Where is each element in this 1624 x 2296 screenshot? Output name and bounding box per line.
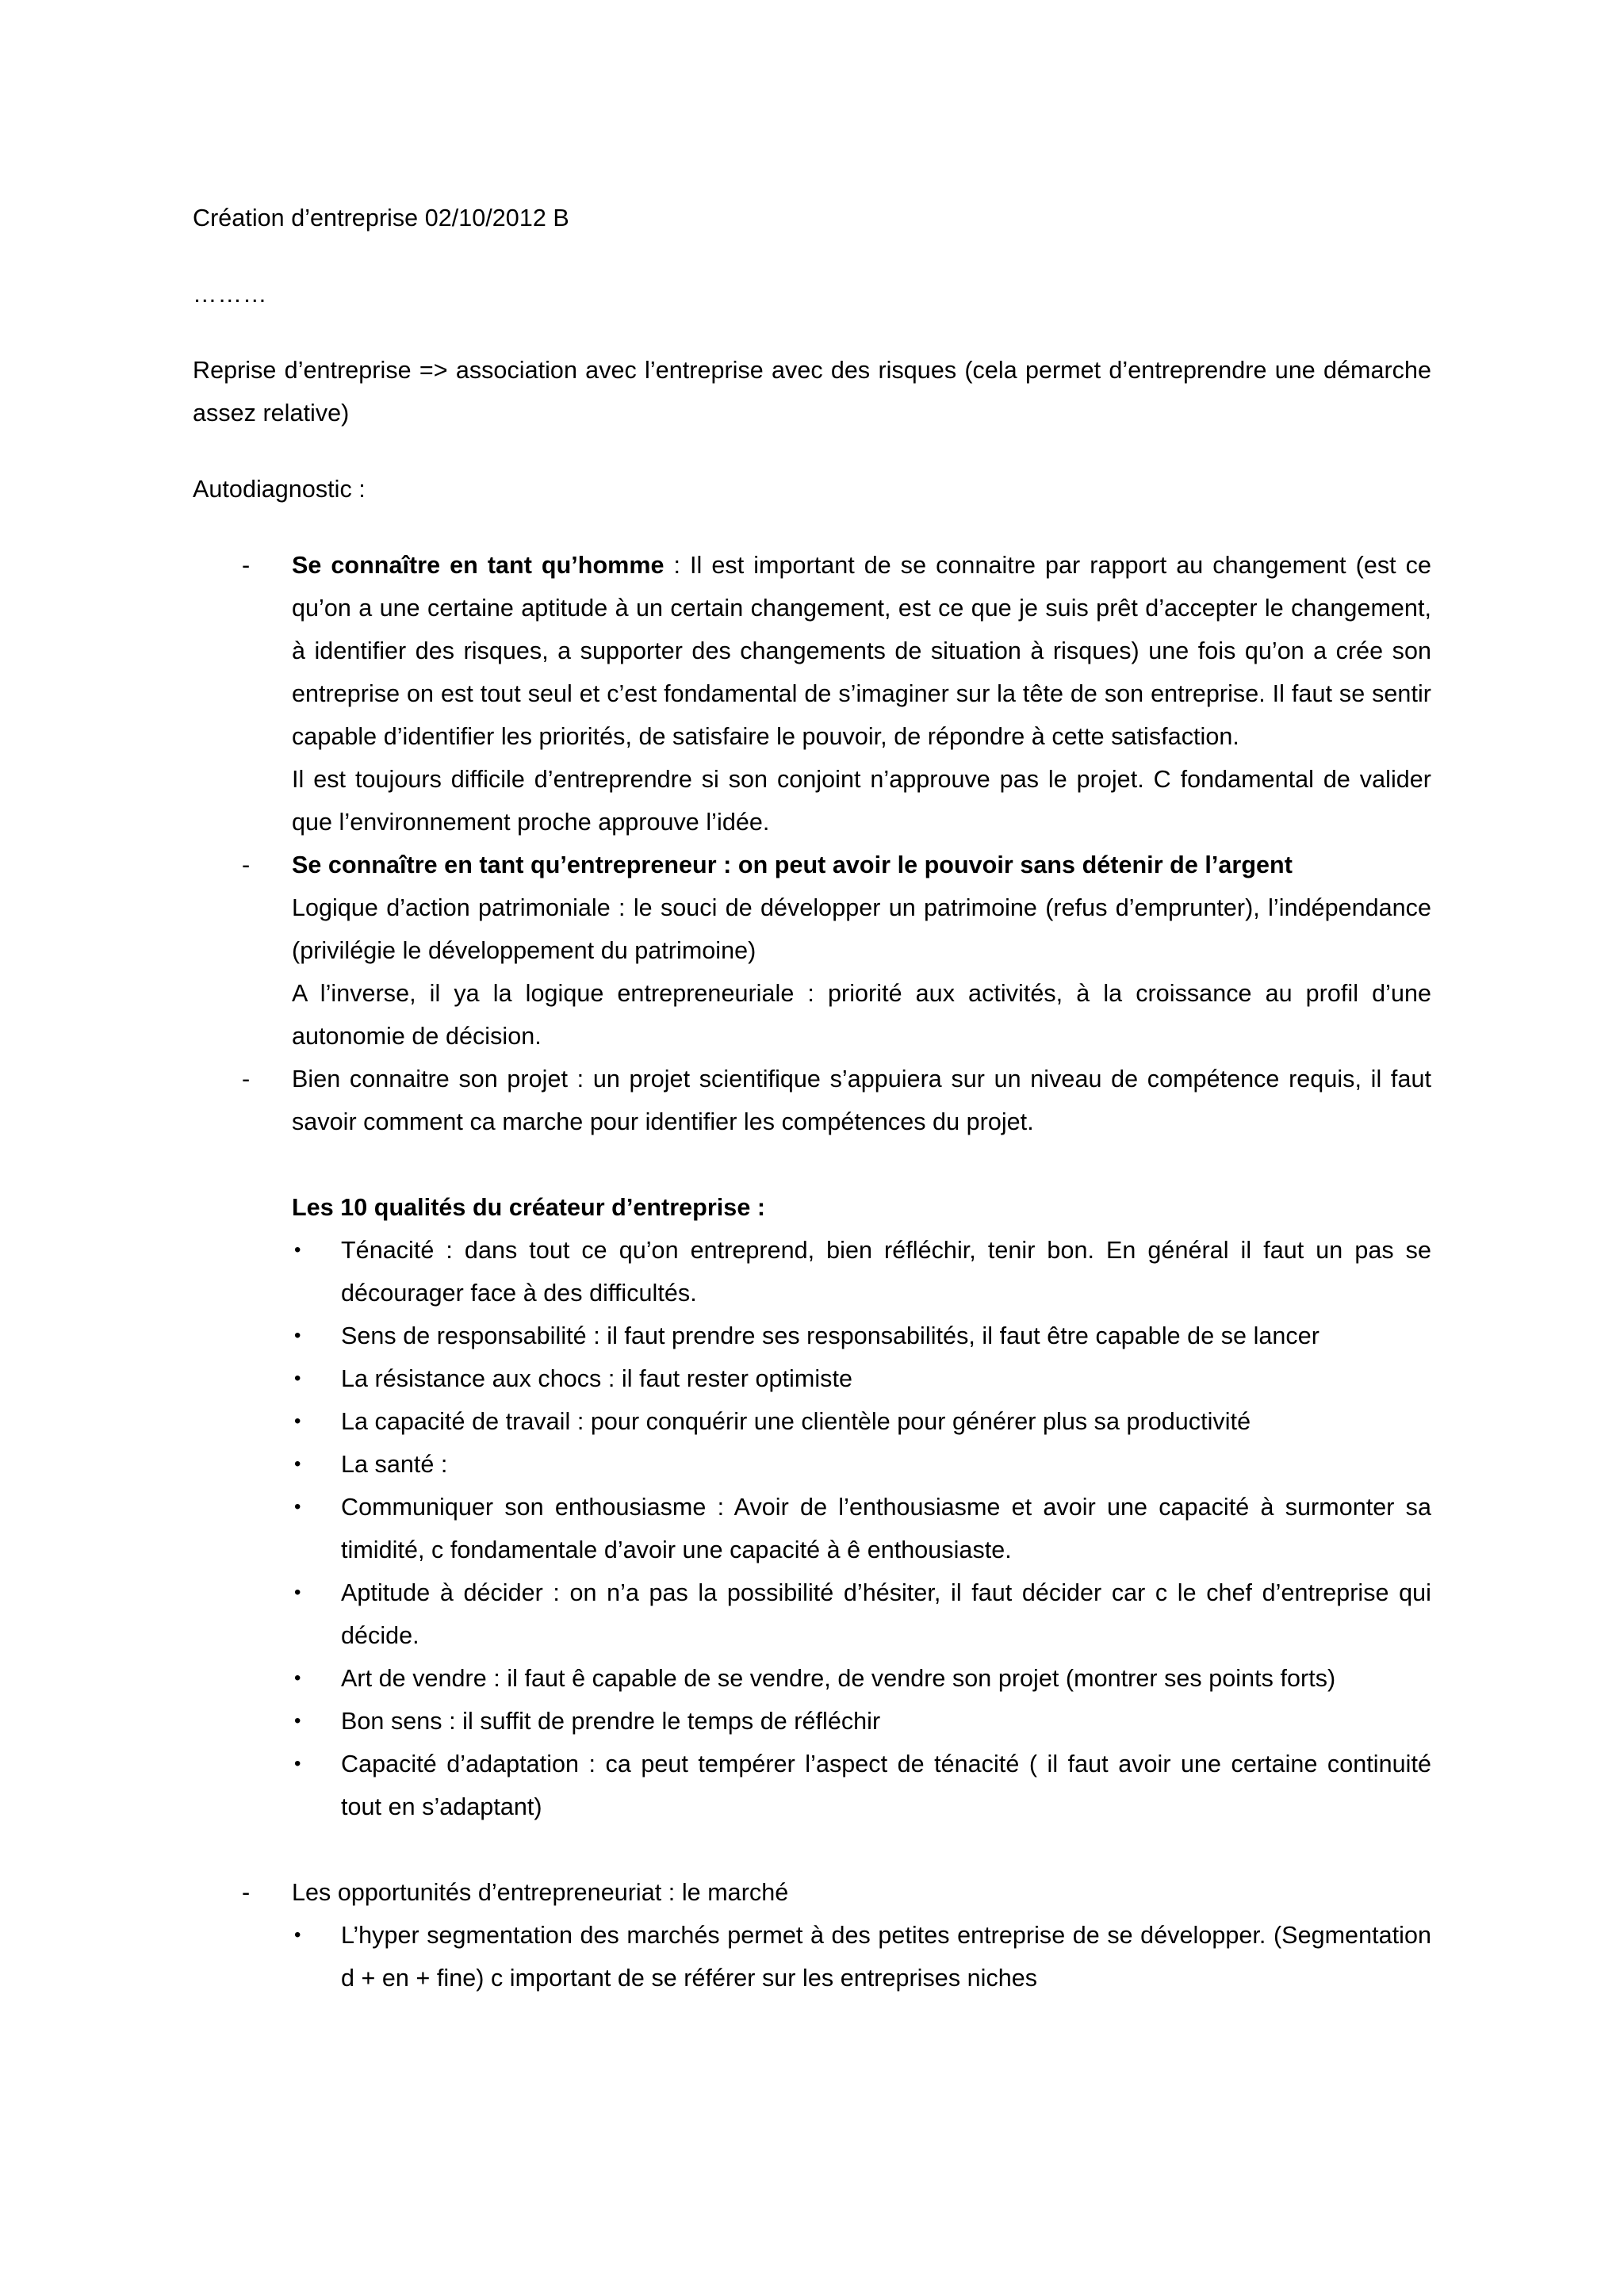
blank-line-spacer [193,1143,1431,1186]
bullet-marker: • [294,1924,301,1946]
list-item [193,1657,1431,1700]
list-item-text: Capacité d’adaptation : ca peut tempérer l’aspect de ténacité ( il faut avoir une certaine continuité tout en s’adaptant) [341,1751,1431,1820]
list-item [193,1058,1431,1143]
list-item-bold-lead: Se connaître en tant qu’homme [292,552,665,579]
qualities-list [193,1229,1431,1828]
bullet-marker: • [294,1753,301,1774]
list-item [193,1314,1431,1357]
list-item [193,1700,1431,1743]
bullet-marker: • [294,1496,301,1517]
opportunities-list [193,1871,1431,1914]
bullet-marker: • [294,1710,301,1732]
bullet-marker: • [294,1239,301,1261]
list-item-text: Art de vendre : il faut ê capable de se vendre, de vendre son projet (montrer ses points forts) [341,1665,1336,1692]
list-item-text: Aptitude à décider : on n’a pas la possibilité d’hésiter, il faut décider car c le chef d’entreprise qui décide. [341,1579,1431,1649]
bullet-marker: • [294,1410,301,1432]
dash-marker: - [242,1879,251,1906]
bullet-marker: • [294,1582,301,1603]
list-item-text: Communiquer son enthousiasme : Avoir de l’enthousiasme et avoir une capacité à surmonter sa timidité, c fondamentale d’avoir une capacité à ê enthousiaste. [341,1494,1431,1563]
bullet-marker: • [294,1667,301,1689]
autodiagnostic-list [193,544,1431,1143]
ellipsis-line: ……… [193,281,268,308]
dash-marker: - [242,1066,251,1093]
blank-line-spacer [193,1828,1431,1871]
list-item [193,1400,1431,1443]
list-item [193,1229,1431,1314]
list-item-extra-line: Logique d’action patrimoniale : le souci de développer un patrimoine (refus d’emprunter), l’indépendance (privilégie le développement du patrimoine) [292,894,1431,964]
list-item [193,1871,1431,1914]
bullet-marker: • [294,1453,301,1475]
list-item-text: La santé : [341,1451,448,1478]
bullet-marker: • [294,1325,301,1346]
document-body [193,197,1431,1999]
document-title-line: Création d’entreprise 02/10/2012 B [193,205,569,232]
list-item [193,1914,1431,1999]
list-item-extra-line: Il est toujours difficile d’entreprendre si son conjoint n’approuve pas le projet. C fondamental de valider que l’environnement proche approuve l’idée. [292,766,1431,836]
list-item-text: La capacité de travail : pour conquérir une clientèle pour générer plus sa productivité [341,1408,1251,1435]
dash-marker: - [242,552,251,579]
autodiagnostic-label: Autodiagnostic : [193,476,366,503]
list-item [193,1743,1431,1828]
list-item-text: La résistance aux chocs : il faut rester optimiste [341,1365,852,1392]
opportunities-sub-list [193,1914,1431,1999]
list-item-text [292,844,1431,886]
list-item-text [292,544,1431,758]
dash-marker: - [242,851,251,878]
list-item [193,1357,1431,1400]
qualities-heading: Les 10 qualités du créateur d’entreprise : [292,1194,766,1221]
list-item-text: Bien connaitre son projet : un projet scientifique s’appuiera sur un niveau de compétence requis, il faut savoir comment ca marche pour identifier les compétences du projet. [292,1066,1431,1135]
list-item-text: Ténacité : dans tout ce qu’on entreprend, bien réfléchir, tenir bon. En général il faut un pas se décourager face à des difficultés. [341,1237,1431,1307]
bullet-marker: • [294,1368,301,1389]
list-item-text: Sens de responsabilité : il faut prendre ses responsabilités, il faut être capable de se lancer [341,1322,1320,1349]
list-item-bold-lead: Se connaître en tant qu’entrepreneur : on peut avoir le pouvoir sans détenir de l’argent [292,851,1293,878]
intro-paragraph: Reprise d’entreprise => association avec l’entreprise avec des risques (cela permet d’entreprendre une démarche assez relative) [193,357,1431,427]
list-item-text: L’hyper segmentation des marchés permet à des petites entreprise de se développer. (Segmentation d + en + fine) c important de se référer sur les entreprises niches [341,1922,1431,1992]
list-item-extra-line: A l’inverse, il ya la logique entrepreneuriale : priorité aux activités, à la croissance au profil d’une autonomie de décision. [292,980,1431,1050]
list-item [193,544,1431,844]
list-item [193,1443,1431,1486]
list-item [193,1486,1431,1571]
list-item-text: Bon sens : il suffit de prendre le temps de réfléchir [341,1708,881,1735]
list-item [193,1571,1431,1657]
list-item-body: : Il est important de se connaitre par rapport au changement (est ce qu’on a une certaine aptitude à un certain changement, est ce que je suis prêt d’accepter le changement, à identifier des risques, a supporter des changements de situation à risques) une fois qu’on a crée son entreprise on est tout seul et c’est fondamental de s’imaginer sur la tête de son entreprise. Il faut se sentir capable d’identifier les priorités, de satisfaire le pouvoir, de répondre à cette satisfaction. [292,552,1431,750]
list-item [193,844,1431,1058]
list-item-text: Les opportunités d’entrepreneuriat : le marché [292,1879,789,1906]
